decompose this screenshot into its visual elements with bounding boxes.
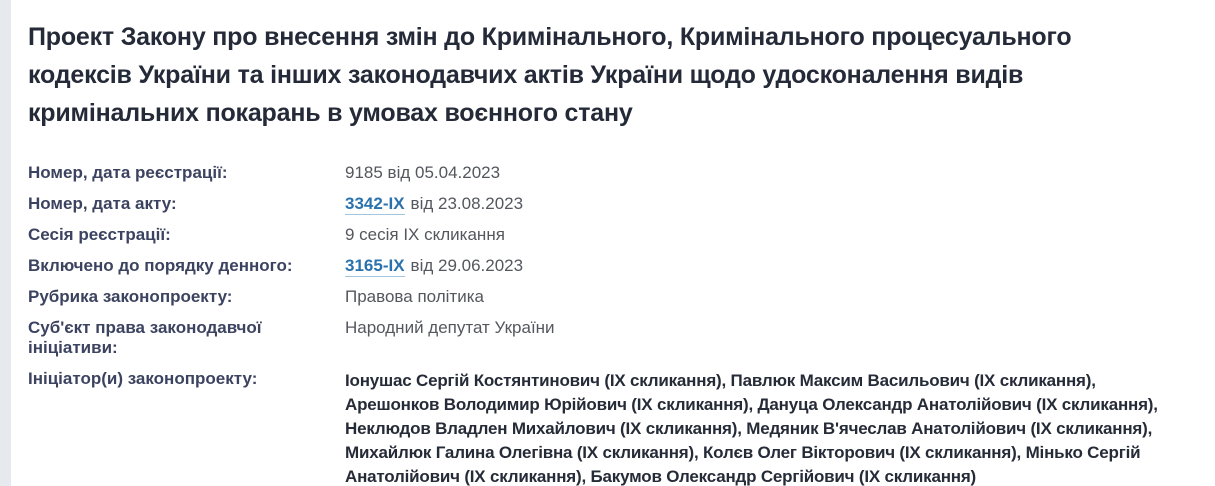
bill-title: Проект Закону про внесення змін до Кримінального, Кримінального процесуального кодексів України та інших законодавчих актів України щодо удосконалення видів кримінальних покарань в умовах воєнного стану: [28, 23, 1072, 127]
field-row-rubric: [28, 287, 1190, 307]
field-row-session: [28, 225, 1190, 245]
field-row-registration: [28, 163, 1190, 183]
field-label: Номер, дата акту:: [28, 194, 177, 213]
field-label: Сесія реєстрації:: [28, 225, 171, 244]
field-value: Правова політика: [345, 287, 484, 306]
agenda-number-link[interactable]: 3165-IX: [345, 256, 405, 275]
field-value: 9185 від 05.04.2023: [345, 163, 501, 182]
field-label: Суб'єкт права законодавчої ініціативи:: [28, 318, 262, 357]
field-row-subject: [28, 318, 1190, 358]
field-row-act: [28, 194, 1190, 214]
initiators-list: Іонушас Сергій Костянтинович (IX скликання), Павлюк Максим Васильович (IX скликання), Арешонков Володимир Юрійович (IX скликання), Дануца Олександр Анатолійович (IX скликання), Неклюдов Владлен Михайлович (IX скликання), Медяник В'ячеслав Анатолійович (IX скликання), Михайлюк Галина Олегівна (IX скликання), Колєв Олег Вікторович (IX скликання), Мінько Сергій Анатолійович (IX скликання), Бакумов Олександр Сергійович (IX скликання): [345, 371, 1158, 486]
field-row-agenda: [28, 256, 1190, 276]
field-row-initiators: [28, 369, 1190, 486]
bill-fields-table: [28, 163, 1190, 486]
act-date-text: від 23.08.2023: [410, 194, 524, 213]
page-left-margin-strip: [0, 0, 11, 486]
agenda-date-text: від 29.06.2023: [410, 256, 524, 275]
field-value: Народний депутат України: [345, 318, 555, 337]
field-value: 9 сесія IX скликання: [345, 225, 505, 244]
act-number-link[interactable]: 3342-IX: [345, 194, 405, 213]
field-label: Рубрика законопроекту:: [28, 287, 233, 306]
field-label: Номер, дата реєстрації:: [28, 163, 228, 182]
field-label: Включено до порядку денного:: [28, 256, 293, 275]
field-label: Ініціатор(и) законопроекту:: [28, 369, 258, 388]
field-value: [345, 194, 1190, 214]
field-value: [345, 256, 1190, 276]
